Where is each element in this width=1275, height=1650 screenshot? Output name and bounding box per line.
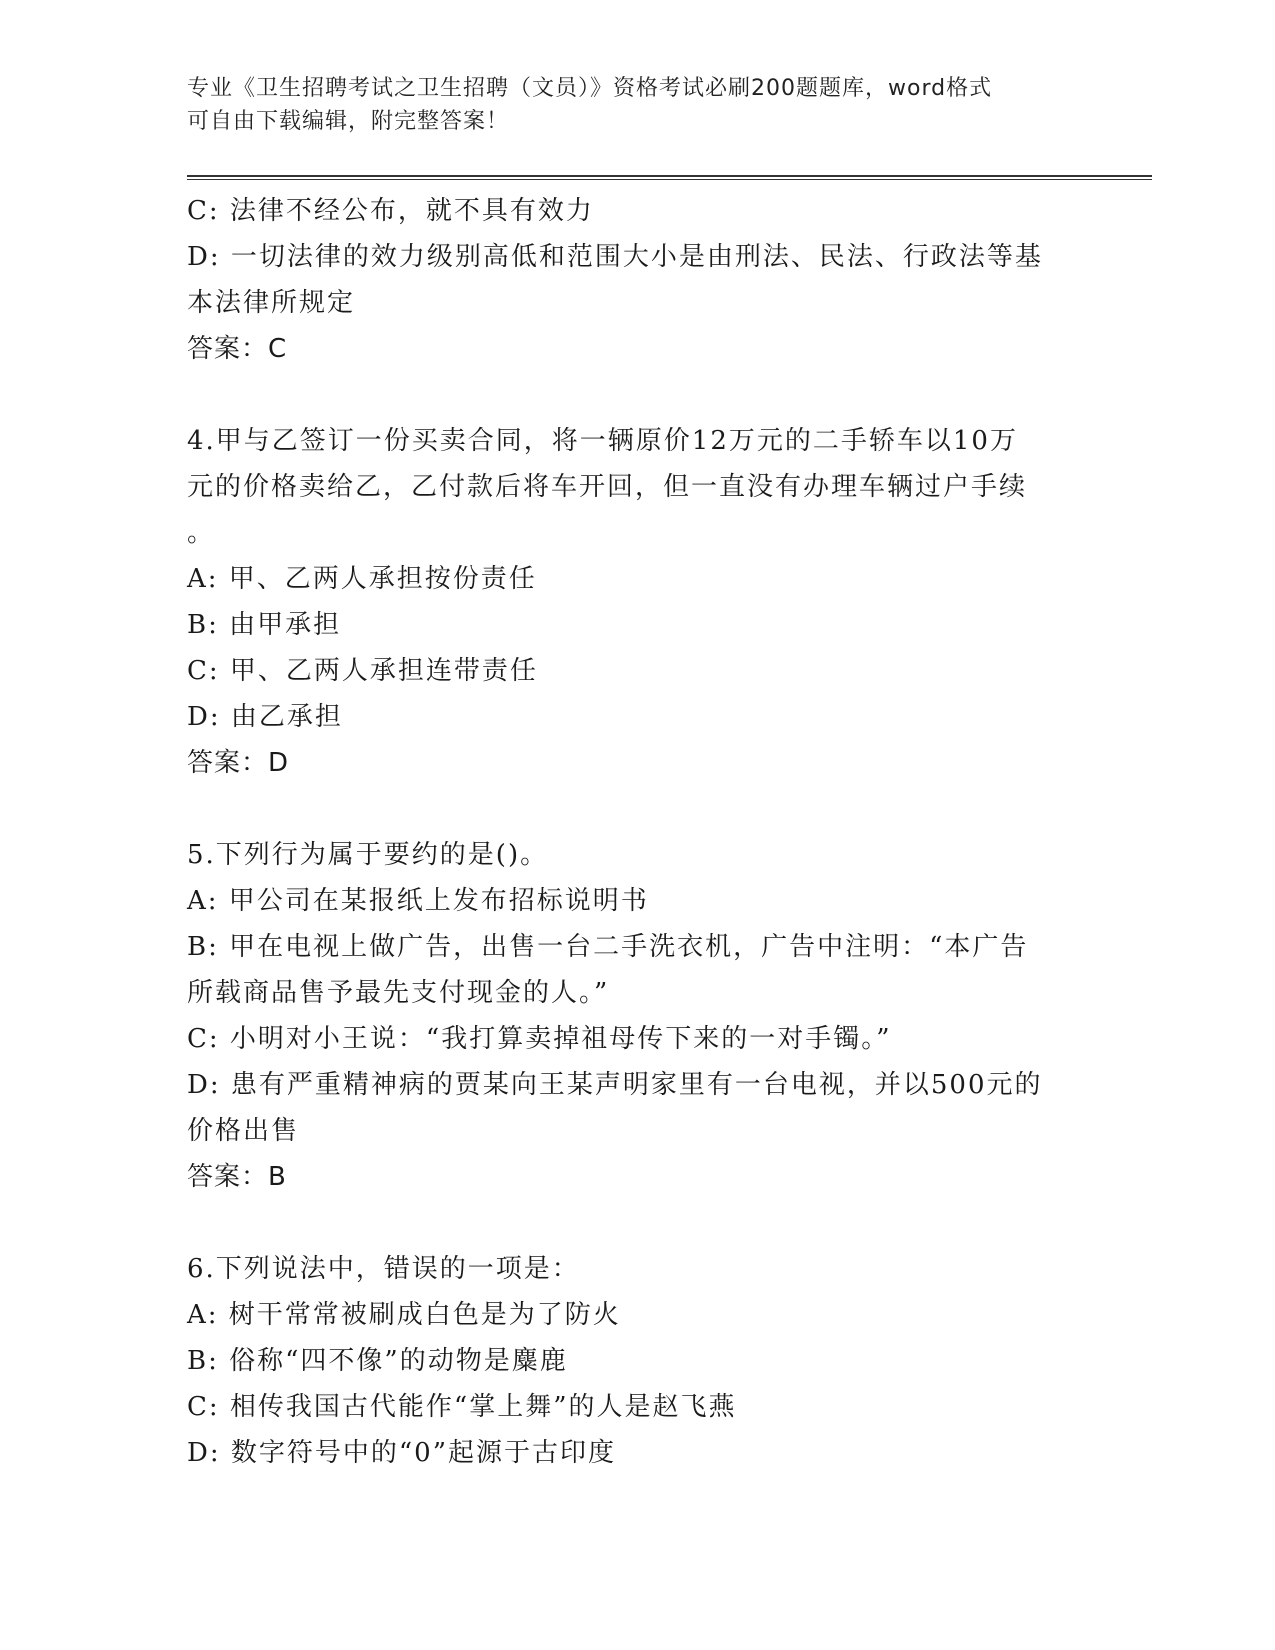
question-5 — [187, 832, 1077, 1200]
spacer — [187, 786, 1077, 832]
answer: 答案：C — [187, 334, 288, 364]
spacer — [187, 1200, 1077, 1246]
option-a: A: 甲公司在某报纸上发布招标说明书 — [187, 886, 649, 916]
question-stem-line-3: 。 — [187, 518, 216, 548]
option-b: B: 俗称“四不像”的动物是麋鹿 — [187, 1346, 568, 1376]
option-d: D: 数字符号中的“0”起源于古印度 — [187, 1438, 616, 1468]
option-d-line-2: 价格出售 — [187, 1116, 300, 1146]
option-d-line-1: D: 患有严重精神病的贾某向王某声明家里有一台电视，并以500元的 — [187, 1070, 1043, 1100]
question-stem: 6.下列说法中，错误的一项是： — [187, 1254, 580, 1284]
answer: 答案：B — [187, 1162, 287, 1192]
question-stem: 5.下列行为属于要约的是()。 — [187, 840, 549, 870]
page-header — [187, 72, 1087, 138]
question-4 — [187, 418, 1077, 786]
header-line-2: 可自由下载编辑，附完整答案！ — [187, 109, 510, 134]
option-c: C: 法律不经公布，就不具有效力 — [187, 196, 594, 226]
header-line-1: 专业《卫生招聘考试之卫生招聘（文员）》资格考试必刷200题题库，word格式 — [187, 76, 993, 101]
option-d-line-1: D: 一切法律的效力级别高低和范围大小是由刑法、民法、行政法等基 — [187, 242, 1043, 272]
option-c: C: 小明对小王说：“我打算卖掉祖母传下来的一对手镯。” — [187, 1024, 892, 1054]
question-3 — [187, 188, 1077, 372]
spacer — [187, 372, 1077, 418]
answer: 答案：D — [187, 748, 290, 778]
option-a: A: 树干常常被刷成白色是为了防火 — [187, 1300, 621, 1330]
option-d: D: 由乙承担 — [187, 702, 343, 732]
question-6 — [187, 1246, 1077, 1476]
document-body — [187, 188, 1077, 1476]
option-a: A: 甲、乙两人承担按份责任 — [187, 564, 537, 594]
option-b: B: 由甲承担 — [187, 610, 342, 640]
option-c: C: 甲、乙两人承担连带责任 — [187, 656, 538, 686]
question-stem-line-1: 4.甲与乙签订一份买卖合同，将一辆原价12万元的二手轿车以10万 — [187, 426, 1018, 456]
option-c: C: 相传我国古代能作“掌上舞”的人是赵飞燕 — [187, 1392, 737, 1422]
option-b-line-2: 所载商品售予最先支付现金的人。” — [187, 978, 610, 1008]
question-stem-line-2: 元的价格卖给乙，乙付款后将车开回，但一直没有办理车辆过户手续 — [187, 472, 1028, 502]
option-d-line-2: 本法律所规定 — [187, 288, 356, 318]
header-divider — [187, 175, 1152, 180]
option-b-line-1: B: 甲在电视上做广告，出售一台二手洗衣机，广告中注明：“本广告 — [187, 932, 1029, 962]
